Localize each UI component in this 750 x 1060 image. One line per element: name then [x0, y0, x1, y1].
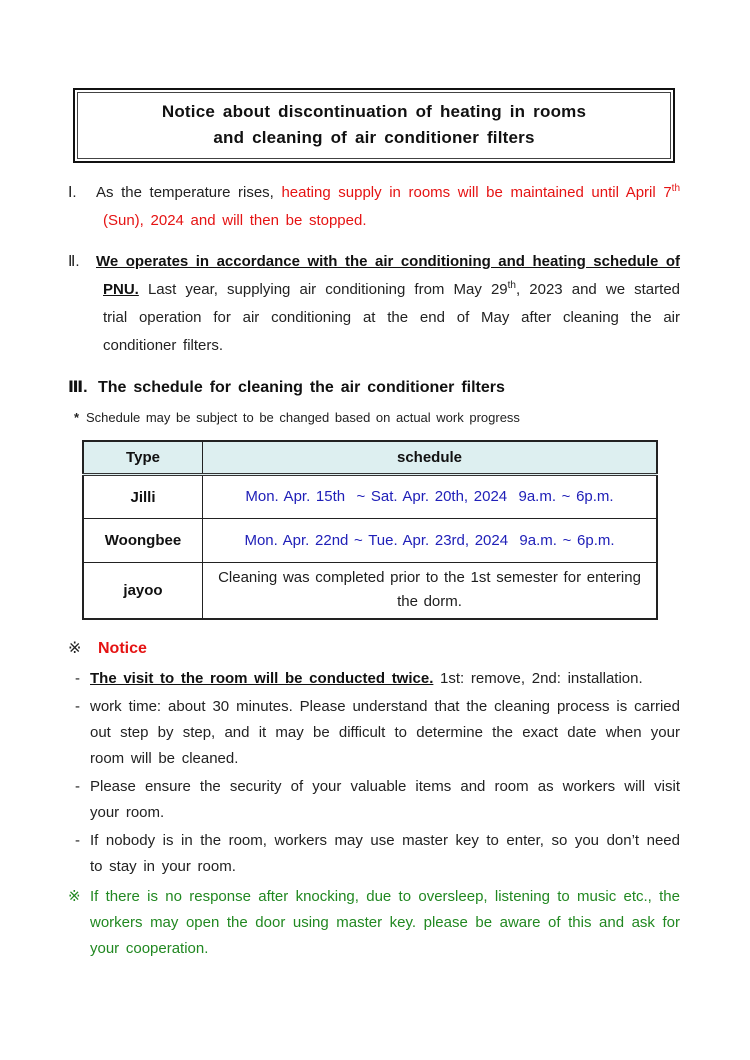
asterisk-marker: *	[74, 410, 80, 425]
title-box	[73, 88, 675, 163]
section-2-numeral: Ⅱ.	[68, 253, 80, 270]
type-cell-woongbee: Woongbee	[83, 519, 203, 563]
schedule-change-note-text: Schedule may be subject to be changed based on actual work progress	[86, 410, 520, 425]
schedule-change-note	[74, 408, 680, 428]
type-cell-jilli: Jilli	[83, 475, 203, 519]
table-row-jilli	[83, 475, 657, 519]
section-1-superscript: th	[671, 183, 681, 194]
table-row-woongbee	[83, 519, 657, 563]
notice-bullet-3	[68, 774, 680, 826]
schedule-cell-jayoo: Cleaning was completed prior to the 1st semester for entering the dorm.	[203, 563, 658, 619]
notice-heading	[68, 638, 680, 660]
bullet-3-text: Please ensure the security of your valuable items and room as workers will visit your room.	[90, 777, 680, 821]
reference-mark: ※	[68, 887, 81, 905]
master-key-warning-note	[68, 884, 680, 962]
section-3-heading	[68, 376, 680, 400]
notice-bullet-2	[68, 694, 680, 772]
dash-marker: -	[75, 669, 80, 687]
dash-marker: -	[75, 831, 80, 849]
schedule-cell-jilli: Mon. Apr. 15th ~ Sat. Apr. 20th, 2024 9a.m. ~ 6p.m.	[203, 475, 658, 519]
section-3-heading-text: The schedule for cleaning the air conditioner filters	[98, 379, 505, 396]
section-1-black-text: As the temperature rises,	[96, 184, 274, 201]
cleaning-schedule-table	[82, 440, 658, 620]
title-box-inner	[77, 92, 671, 159]
notice-label: Notice	[98, 639, 147, 657]
table-row-jayoo	[83, 563, 657, 619]
dash-marker: -	[75, 777, 80, 795]
section-2-underlined-text: We operates in accordance with the air conditioning and heating schedule of PNU.	[96, 253, 680, 298]
section-1-red-text: heating supply in rooms will be maintained until April 7	[273, 184, 672, 201]
section-2-body-text: Last year, supplying air conditioning from May 29	[138, 281, 508, 298]
reference-mark: ※	[68, 639, 82, 657]
type-cell-jayoo: jayoo	[83, 563, 203, 619]
section-1-paragraph	[68, 179, 680, 235]
bullet-1-underlined-text: The visit to the room will be conducted twice.	[90, 669, 434, 687]
section-1-numeral: Ⅰ.	[68, 184, 77, 201]
bullet-1-rest-text: 1st: remove, 2nd: installation.	[433, 669, 643, 687]
document-title-line1: Notice about discontinuation of heating in rooms	[161, 102, 587, 121]
section-3-numeral: Ⅲ.	[68, 379, 88, 396]
notice-bullet-4	[68, 828, 680, 880]
bullet-4-text: If nobody is in the room, workers may use master key to enter, so you don’t need to stay in your room.	[90, 831, 680, 875]
section-1-red-text-end: (Sun), 2024 and will then be stopped.	[103, 212, 367, 229]
notice-bullet-1	[68, 666, 680, 692]
document-title-line2: and cleaning of air conditioner filters	[213, 128, 535, 147]
table-header-row	[83, 441, 657, 475]
master-key-warning-text: If there is no response after knocking, due to oversleep, listening to music etc., the workers may open the door using master key. please be aware of this and ask for your cooperation.	[90, 887, 680, 957]
dash-marker: -	[75, 697, 80, 715]
table-header-type: Type	[83, 441, 203, 475]
table-header-schedule: schedule	[203, 441, 658, 475]
schedule-cell-woongbee: Mon. Apr. 22nd ~ Tue. Apr. 23rd, 2024 9a.m. ~ 6p.m.	[203, 519, 658, 563]
section-2-body-text-end: , 2023 and we started trial operation for air conditioning at the end of May after cleaning the air conditioner filters.	[103, 281, 680, 354]
section-2-paragraph	[68, 248, 680, 360]
bullet-2-text: work time: about 30 minutes. Please understand that the cleaning process is carried out step by step, and it may be difficult to determine the exact date when your room will be cleaned.	[90, 697, 680, 767]
section-2-superscript: th	[507, 280, 516, 291]
